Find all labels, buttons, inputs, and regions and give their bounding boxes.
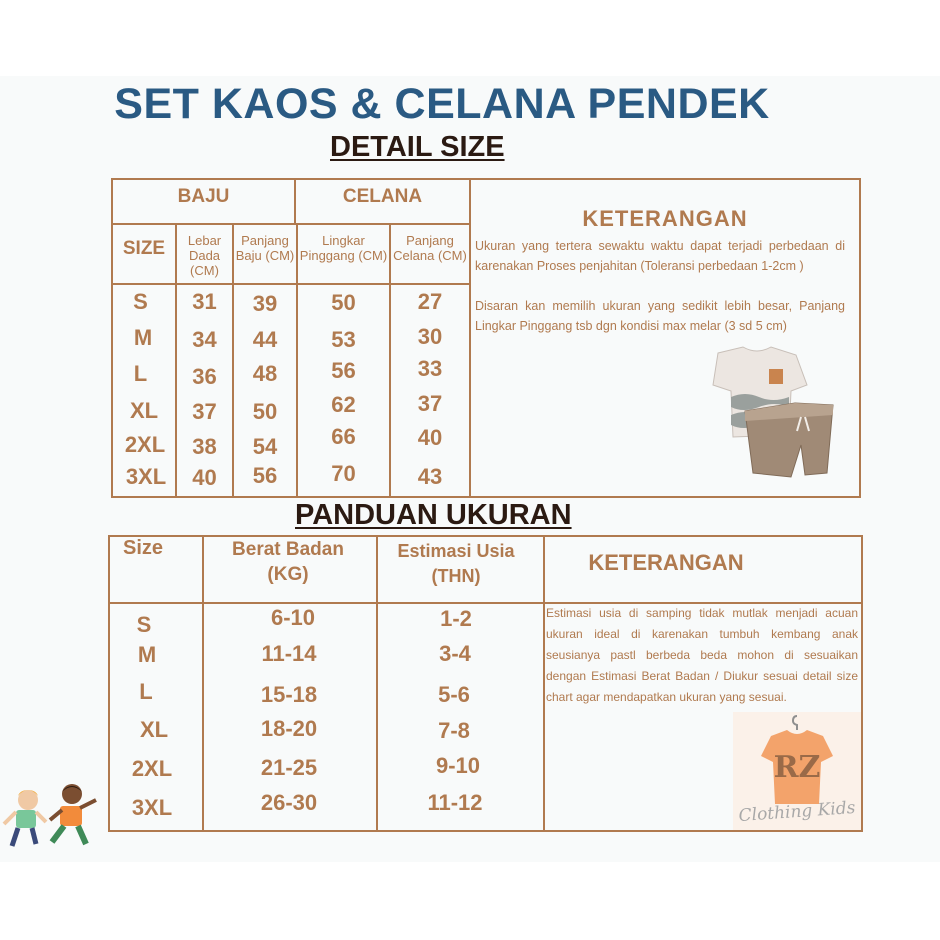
lingkar-cell: 50: [331, 290, 356, 315]
panjang-celana-cell: 30: [417, 324, 443, 349]
panjang-celana-cell: 37: [417, 391, 443, 416]
size-cell: S: [133, 289, 148, 314]
size-cell: L: [139, 679, 153, 704]
col-size: SIZE: [122, 238, 166, 259]
panjang-baju-cell: 56: [252, 463, 278, 488]
panjang-baju-cell: 39: [252, 291, 278, 316]
col-size-panduan: Size: [122, 537, 164, 559]
lebar-cell: 36: [192, 364, 217, 389]
usia-cell: 9-10: [435, 753, 481, 778]
col-keterangan: KETERANGAN: [588, 550, 744, 575]
usia-cell: 5-6: [438, 682, 470, 707]
lingkar-cell: 53: [331, 327, 356, 352]
size-cell: XL: [139, 717, 169, 742]
lebar-cell: 34: [192, 327, 217, 352]
berat-cell: 18-20: [260, 716, 318, 741]
logo-tagline: Clothing Kids: [738, 797, 856, 827]
col-berat-badan: Berat Badan (KG): [232, 539, 344, 585]
size-cell: XL: [129, 398, 159, 423]
lingkar-cell: 70: [331, 461, 356, 486]
size-cell: S: [136, 612, 152, 637]
logo-mark: RZ: [773, 750, 821, 785]
page-title: SET KAOS & CELANA PENDEK: [114, 80, 770, 128]
panjang-baju-cell: 48: [252, 361, 278, 386]
hanger-shirt-logo-icon: [733, 712, 861, 830]
panjang-celana-cell: 40: [417, 425, 443, 450]
detail-keterangan-title: KETERANGAN: [582, 206, 748, 231]
product-photo-icon: [693, 345, 843, 480]
col-panjang-celana: Panjang Celana (CM): [393, 233, 467, 263]
lingkar-cell: 66: [331, 424, 356, 449]
lebar-cell: 40: [192, 465, 217, 490]
berat-cell: 26-30: [260, 790, 318, 815]
panjang-baju-cell: 50: [252, 399, 278, 424]
col-lingkar-pinggang: Lingkar Pinggang (CM): [299, 233, 388, 263]
panduan-ukuran-heading: PANDUAN UKURAN: [295, 499, 572, 531]
lingkar-cell: 62: [331, 392, 356, 417]
usia-cell: 1-2: [440, 606, 472, 631]
size-cell: M: [133, 325, 153, 350]
usia-cell: 11-12: [427, 790, 483, 815]
size-cell: M: [137, 642, 157, 667]
usia-cell: 3-4: [439, 641, 471, 666]
kids-running-icon: [0, 780, 100, 860]
berat-cell: 11-14: [261, 641, 317, 666]
size-cell: 3XL: [125, 464, 167, 489]
panjang-baju-cell: 44: [252, 327, 278, 352]
detail-keterangan-text-1: Ukuran yang tertera sewaktu waktu dapat terjadi perbedaan di karenakan Proses penjahitan (Toleransi perbedaan 1-2cm ): [475, 239, 845, 273]
lebar-cell: 37: [192, 399, 217, 424]
berat-cell: 6-10: [270, 605, 316, 630]
usia-cell: 7-8: [438, 718, 470, 743]
size-cell: 2XL: [131, 756, 173, 781]
lebar-cell: 38: [192, 434, 217, 459]
group-celana: CELANA: [342, 186, 423, 207]
panjang-baju-cell: 54: [252, 434, 278, 459]
panduan-keterangan-text: Estimasi usia di samping tidak mutlak menjadi acuan ukuran ideal di karenakan tumbuh kembang anak seusianya pastl berbeda beda mohon di sesuaikan dengan Estimasi Berat Badan / Diukur sesuai detail size chart agar mendapatkan ukuran yang sesuai.: [546, 606, 858, 704]
col-lebar-dada: Lebar Dada (CM): [187, 233, 222, 278]
detail-size-heading: DETAIL SIZE: [330, 131, 505, 163]
berat-cell: 21-25: [260, 755, 318, 780]
size-cell: 3XL: [131, 795, 173, 820]
detail-keterangan-text-2: Disaran kan memilih ukuran yang sedikit lebih besar, Panjang Lingkar Pinggang tsb dgn kondisi max melar (3 sd 5 cm): [475, 299, 845, 333]
lingkar-cell: 56: [331, 358, 356, 383]
size-cell: L: [133, 361, 148, 386]
group-baju: BAJU: [177, 186, 230, 207]
panjang-celana-cell: 27: [417, 289, 443, 314]
panjang-celana-cell: 43: [417, 464, 443, 489]
size-cell: 2XL: [124, 432, 166, 457]
berat-cell: 15-18: [260, 682, 318, 707]
col-estimasi-usia: Estimasi Usia (THN): [397, 541, 515, 586]
lebar-cell: 31: [192, 289, 217, 314]
panjang-celana-cell: 33: [417, 356, 443, 381]
col-panjang-baju: Panjang Baju (CM): [235, 233, 295, 263]
